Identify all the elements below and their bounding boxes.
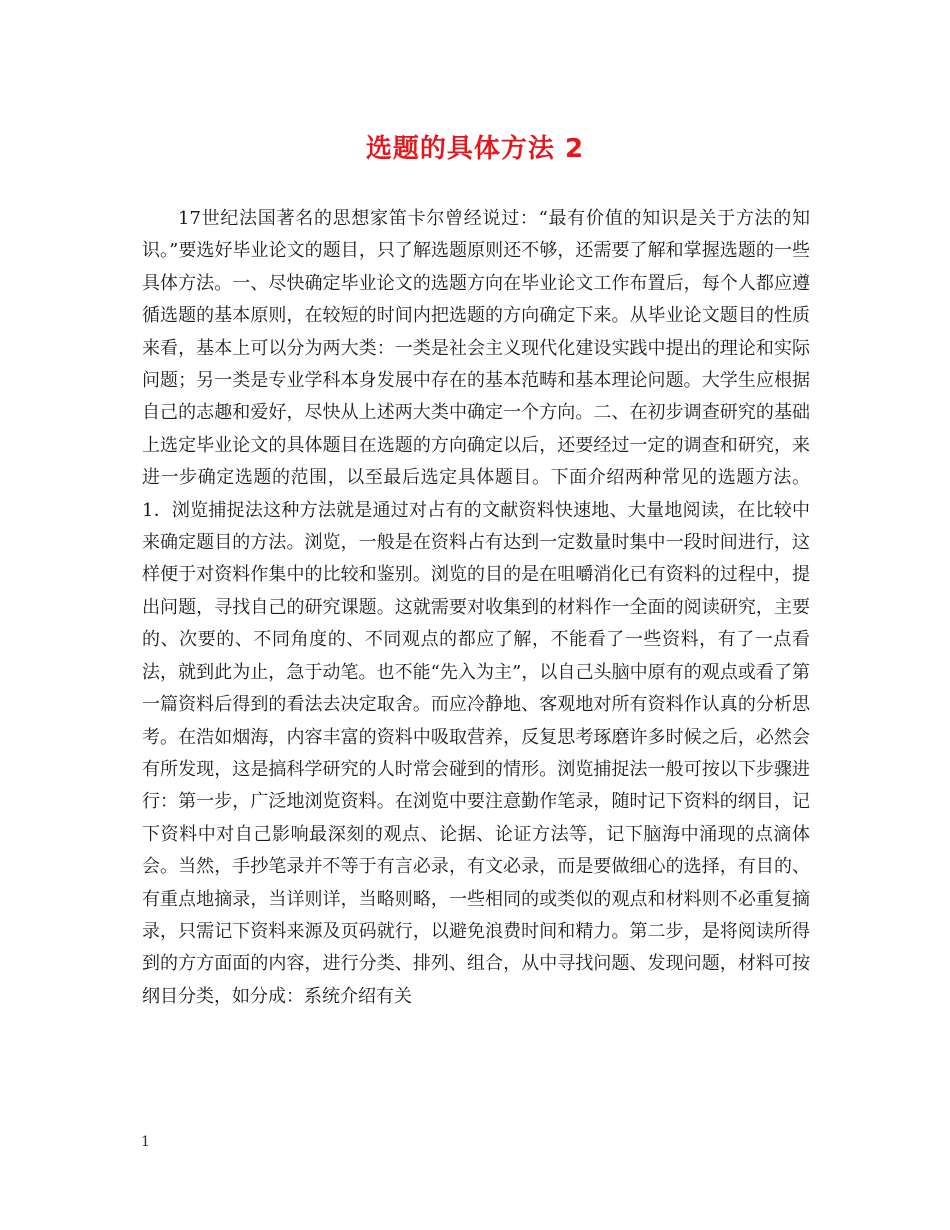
body-paragraph: 17世纪法国著名的思想家笛卡尔曾经说过：“最有价值的知识是关于方法的知识。”要选好毕业论文的题目，只了解选题原则还不够，还需要了解和掌握选题的一些具体方法。一、尽快确定毕业论文的选题方向在毕业论文工作布置后，每个人都应遵循选题的基本原则，在较短的时间内把选题的方向确定下来。从毕业论文题目的性质来看，基本上可以分为两大类：一类是社会主义现代化建设实践中提出的理论和实际问题；另一类是专业学科本身发展中存在的基本范畴和基本理论问题。大学生应根据自己的志趣和爱好，尽快从上述两大类中确定一个方向。二、在初步调查研究的基础上选定毕业论文的具体题目在选题的方向确定以后，还要经过一定的调查和研究，来进一步确定选题的范围，以至最后选定具体题目。下面介绍两种常见的选题方法。1．浏览捕捉法这种方法就是通过对占有的文献资料快速地、大量地阅读，在比较中来确定题目的方法。浏览，一般是在资料占有达到一定数量时集中一段时间进行，这样便于对资料作集中的比较和鉴别。浏览的目的是在咀嚼消化已有资料的过程中，提出问题，寻找自己的研究课题。这就需要对收集到的材料作一全面的阅读研究，主要的、次要的、不同角度的、不同观点的都应了解，不能看了一些资料，有了一点看法，就到此为止，急于动笔。也不能“先入为主”，以自己头脑中原有的观点或看了第一篇资料后得到的看法去决定取舍。而应冷静地、客观地对所有资料作认真的分析思考。在浩如烟海，内容丰富的资料中吸取营养，反复思考琢磨许多时候之后，必然会有所发现，这是搞科学研究的人时常会碰到的情形。浏览捕捉法一般可按以下步骤进行：第一步，广泛地浏览资料。在浏览中要注意勤作笔录，随时记下资料的纲目，记下资料中对自己影响最深刻的观点、论据、论证方法等，记下脑海中涌现的点滴体会。当然，手抄笔录并不等于有言必录，有文必录，而是要做细心的选择，有目的、有重点地摘录，当详则详，当略则略，一些相同的或类似的观点和材料则不必重复摘录，只需记下资料来源及页码就行，以避免浪费时间和精力。第二步，是将阅读所得到的方方面面的内容，进行分类、排列、组合，从中寻找问题、发现问题，材料可按纲目分类，如分成：系统介绍有关 xyxy=(142,208,810,1007)
document-title: 选题的具体方法 2 xyxy=(365,134,585,164)
page-number: 1 xyxy=(141,1134,150,1150)
